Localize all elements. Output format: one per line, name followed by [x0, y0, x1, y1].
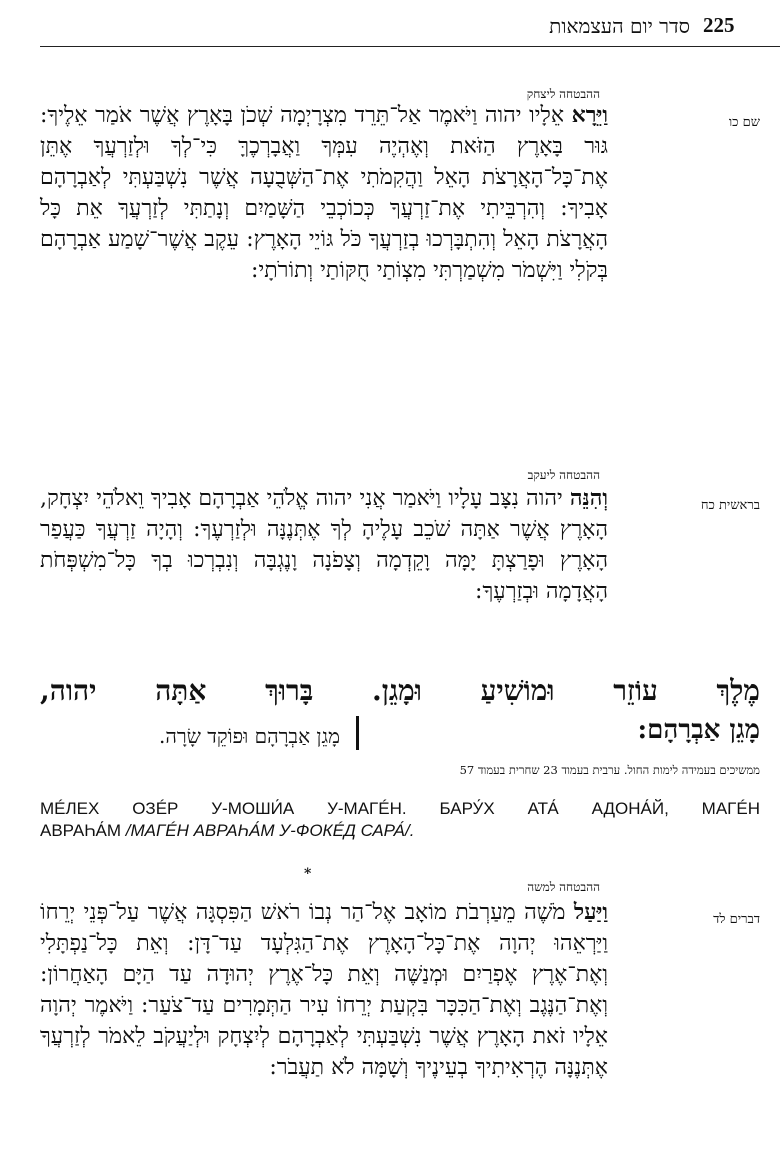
passage-jacob [40, 483, 608, 607]
section-title-isaac: ההבטחה ליצחק [526, 87, 600, 101]
transliteration-line-2-start: АВРАҺА́М [40, 821, 126, 840]
transliteration-line-2-italic: /МАГÉН АВРАҺА́М У-ФОКÉД САРА́/. [125, 821, 415, 840]
passage-text: מֹשֶׁה מֵעַרְבֹת מוֹאָב אֶל־הַר נְבוֹ רֹאשׁ הַפִּסְגָּה אֲשֶׁר עַל־פְּנֵי יְרֵחוֹ וַיַּרְאֵהוּ יְהוָה אֶת־כָּל־הָאָרֶץ אֶת־הַגִּלְעָד עַד־דָּן: וְאֵת כָּל־נַפְתָּלִי וְאֶת־אֶרֶץ אֶפְרַיִם וּמְנַשֶּׁה וְאֵת כָּל־אֶרֶץ יְהוּדָה עַד הַיָּם הָאַחֲרוֹן: וְאֶת־הַנֶּגֶב וְאֶת־הַכִּכָּר בִּקְעַת יְרֵחוֹ עִיר הַתְּמָרִים עַד־צֹעַר: וַיֹּאמֶר יְהוָה אֵלָיו זֹאת הָאָרֶץ אֲשֶׁר נִשְׁבַּעְתִּי לְאַבְרָהָם לְיִצְחָק וּלְיַעֲקֹב לֵאמֹר לְזַרְעֲךָ אֶתְּנֶנָּה הֶרְאִיתִיךָ בְעֵינֶיךָ וְשָׁמָּה לֹא תַעֲבֹר: [40, 900, 608, 1080]
page-number: 225 [703, 13, 735, 37]
instruction-note: ממשיכים בעמידה לימות החול. ערבית בעמוד 23 שחרית בעמוד 57 [459, 763, 760, 777]
blessing-line-2: מָגֵן אַבְרָהָם: [637, 715, 760, 745]
passage-first-word: וַיַּעַל [573, 899, 608, 925]
running-header-title: סדר יום העצמאות [549, 14, 690, 38]
blessing-alternate: מָגֵן אַבְרָהָם וּפוֹקֵד שָׂרָה. [159, 724, 340, 748]
passage-moses [40, 897, 608, 1083]
margin-reference-moses: דברים לד [713, 912, 760, 927]
passage-first-word: וַיֵּרָא [571, 102, 608, 128]
margin-reference-isaac: שם כו [728, 115, 760, 130]
section-divider-star: * [304, 866, 312, 882]
header-rule [40, 46, 780, 47]
section-title-moses: ההבטחה למשה [527, 880, 600, 894]
margin-reference-jacob: בראשית כח [700, 498, 760, 513]
passage-text: אֵלָיו יהוה וַיֹּאמֶר אַל־תֵּרֵד מִצְרָיְמָה שְׁכֹן בָּאָרֶץ אֲשֶׁר אֹמַר אֵלֶיךָ: גּוּר בָּאָרֶץ הַזֹּאת וְאֶהְיֶה עִמְּךָ וַאֲבָרְכֶךָּ כִּי־לְךָ וּלְזַרְעֲךָ אֶתֵּן אֶת־כָּל־הָאֲרָצֹת הָאֵל וַהֲקִמֹתִי אֶת־הַשְּׁבֻעָה אֲשֶׁר נִשְׁבַּעְתִּי לְאַבְרָהָם אָבִיךָ: וְהִרְבֵּיתִי אֶת־זַרְעֲךָ כְּכוֹכְבֵי הַשָּׁמַיִם וְנָתַתִּי לְזַרְעֲךָ אֵת כָּל הָאֲרָצֹת הָאֵל וְהִתְבָּרְכוּ בְזַרְעֲךָ כֹּל גּוֹיֵי הָאָרֶץ: עֵקֶב אֲשֶׁר־שָׁמַע אַבְרָהָם בְּקֹלִי וַיִּשְׁמֹר מִשְׁמַרְתִּי מִצְוֹתַי חֻקּוֹתַי וְתוֹרֹתָי: [40, 103, 608, 283]
blessing-line-1: מֶלֶךְ עוֹזֵר וּמוֹשִׁיעַ וּמָגֵן. בָּרוּךְ אַתָּה יהוה, [40, 674, 760, 707]
passage-text: יהוה נִצָּב עָלָיו וַיֹּאמַר אֲנִי יהוה אֱלֹהֵי אַבְרָהָם אָבִיךָ וֵאלֹהֵי יִצְחָק, הָאָרֶץ אֲשֶׁר אַתָּה שֹׁכֵב עָלֶיהָ לְךָ אֶתְּנֶנָּה וּלְזַרְעֶךָ: וְהָיָה זַרְעֲךָ כַּעֲפַר הָאָרֶץ וּפָרַצְתָּ יָמָּה וָקֵדְמָה וְצָפֹנָה וָנֶגְבָּה וְנִבְרְכוּ בְךָ כָּל־מִשְׁפְּחֹת הָאֲדָמָה וּבְזַרְעֶךָ: [40, 486, 608, 604]
transliteration-line-2 [40, 820, 760, 842]
passage-isaac [40, 100, 608, 286]
blessing-separator [356, 716, 359, 750]
section-title-jacob: ההבטחה ליעקב [527, 468, 600, 482]
transliteration-line-1: МÉЛЕХ ОЗÉР У-МОШИ́А У-МАГÉН. БАРУ́Х АТА́ АДОНА́Й, МАГÉН [40, 799, 760, 818]
passage-first-word: וְהִנֵּה [569, 485, 608, 511]
